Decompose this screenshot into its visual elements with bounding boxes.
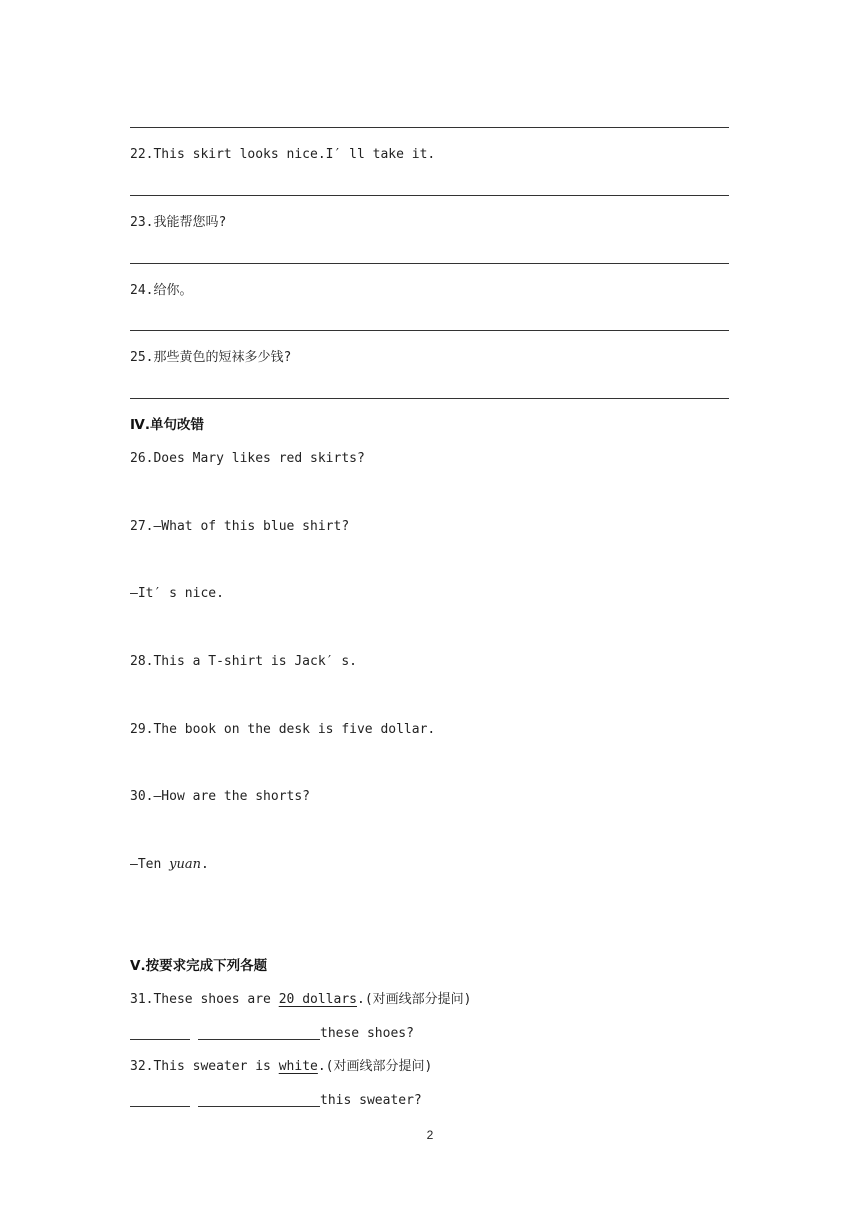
question-27-reply: —It′ s nice. — [130, 586, 224, 601]
answer-line — [130, 127, 729, 128]
section-4-heading: Ⅳ.单句改错 — [130, 417, 204, 433]
reply-italic-word: yuan — [169, 857, 201, 872]
question-31-answer — [130, 1025, 414, 1043]
question-30: 30.—How are the shorts? — [130, 789, 311, 804]
question-31 — [130, 991, 471, 1009]
reply-suffix: . — [200, 857, 209, 872]
answer-blank — [198, 1026, 320, 1040]
question-28: 28.This a T-shirt is Jack′ s. — [130, 654, 357, 669]
question-22: 22.This skirt looks nice.I′ ll take it. — [130, 147, 436, 162]
q31-underlined: 20 dollars — [278, 992, 357, 1007]
q31-answer-tail: these shoes? — [320, 1026, 414, 1041]
question-32 — [130, 1058, 432, 1076]
q32-answer-tail: this sweater? — [320, 1093, 422, 1108]
q31-after: .(对画线部分提问) — [357, 992, 472, 1007]
question-23: 23.我能帮您吗? — [130, 215, 227, 230]
answer-line — [130, 263, 729, 264]
answer-line — [130, 398, 729, 399]
q32-before: 32.This sweater is — [130, 1059, 279, 1074]
reply-prefix: —Ten — [130, 857, 170, 872]
question-32-answer — [130, 1092, 422, 1110]
question-27: 27.—What of this blue shirt? — [130, 519, 350, 534]
answer-blank — [130, 1026, 190, 1040]
q31-before: 31.These shoes are — [130, 992, 279, 1007]
question-25: 25.那些黄色的短袜多少钱? — [130, 350, 292, 365]
page-number: 2 — [426, 1128, 434, 1142]
answer-blank — [198, 1093, 320, 1107]
answer-blank — [130, 1093, 190, 1107]
question-30-reply — [130, 856, 209, 874]
question-24: 24.给你。 — [130, 283, 193, 298]
section-5-heading: Ⅴ.按要求完成下列各题 — [130, 958, 268, 974]
question-29: 29.The book on the desk is five dollar. — [130, 722, 436, 737]
answer-line — [130, 195, 729, 196]
answer-line — [130, 330, 729, 331]
question-26: 26.Does Mary likes red skirts? — [130, 451, 365, 466]
q32-underlined: white — [278, 1059, 318, 1074]
q32-after: .(对画线部分提问) — [317, 1059, 433, 1074]
